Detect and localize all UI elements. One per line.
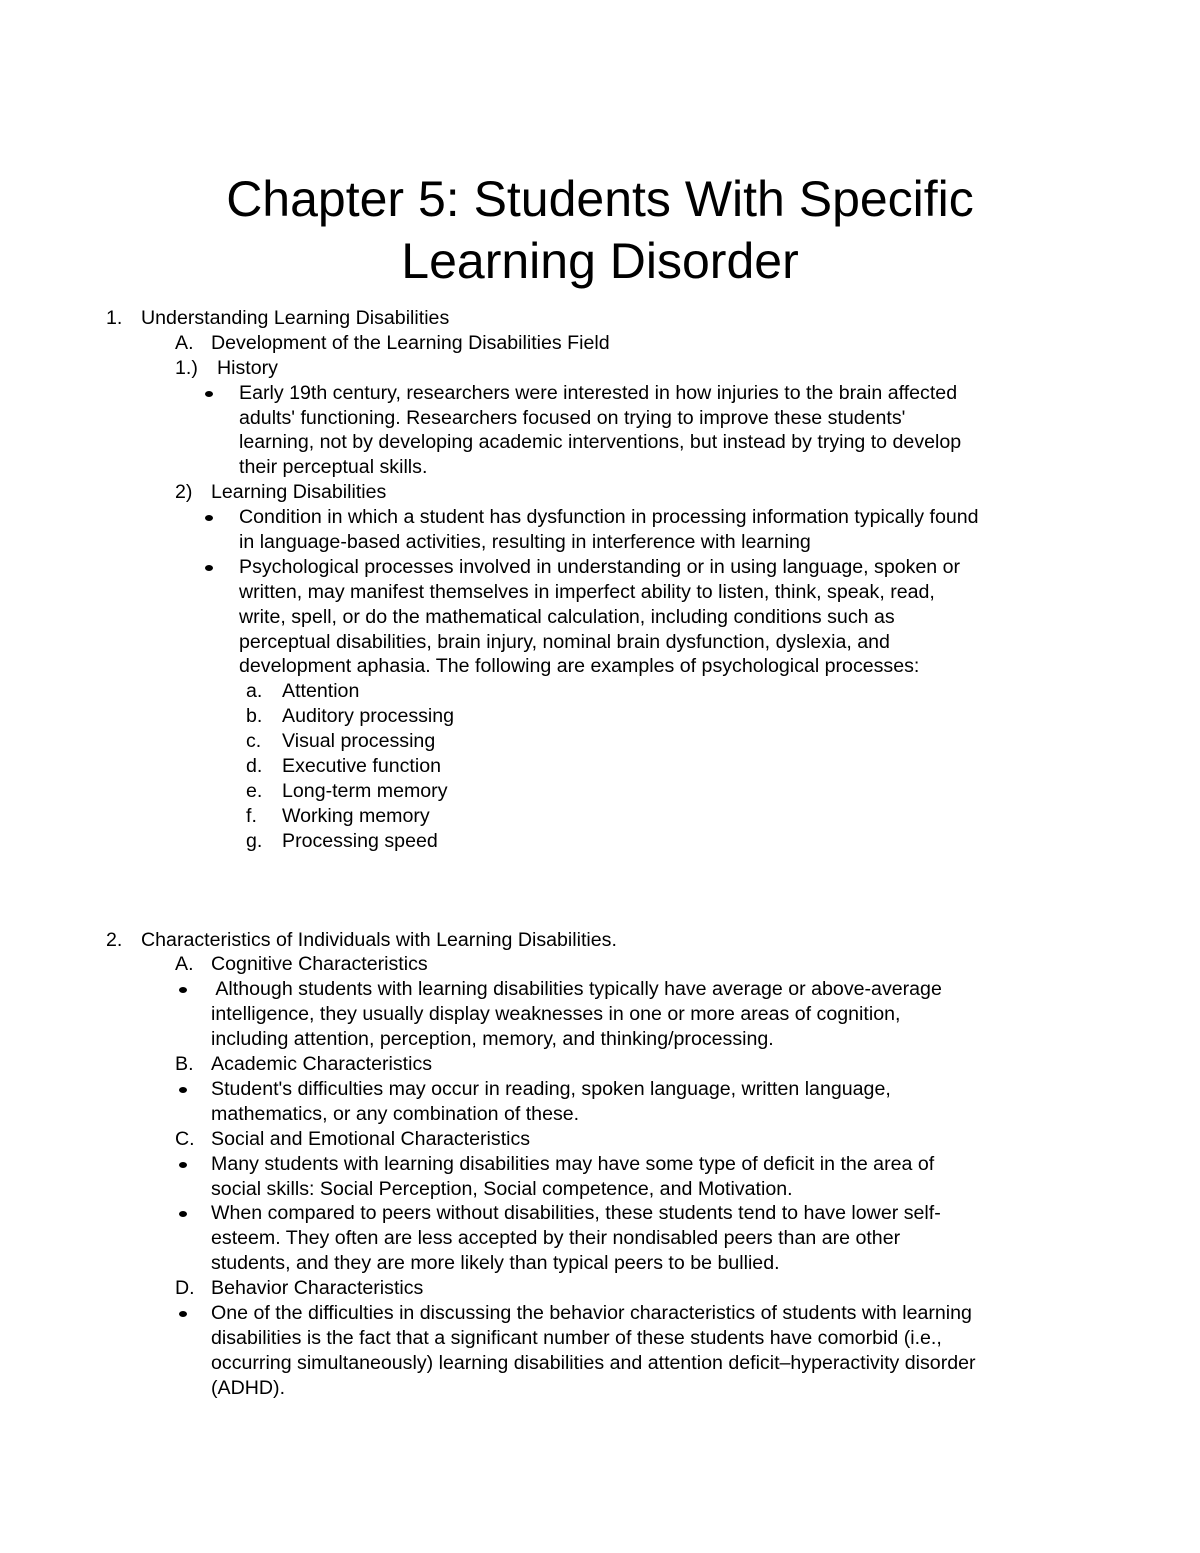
title-line-1: Chapter 5: Students With Specific (226, 171, 974, 227)
process-item (0, 754, 1200, 779)
bullet-text: perceptual disabilities, brain injury, nominal brain dysfunction, dyslexia, and (239, 630, 890, 653)
subsection-heading (0, 1127, 1200, 1152)
subsection-title: Behavior Characteristics (211, 1277, 424, 1300)
bullet-text: their perceptual skills. (239, 456, 428, 479)
subsection-title: Development of the Learning Disabilities Field (211, 331, 610, 354)
process-item (0, 829, 1200, 854)
bullet-text: occurring simultaneously) learning disabilities and attention deficit–hyperactivity disorder (211, 1351, 976, 1374)
subsection-heading (0, 1276, 1200, 1301)
bullet-text: mathematics, or any combination of these. (211, 1102, 580, 1125)
process-label: Processing speed (282, 829, 438, 852)
process-label: Visual processing (282, 730, 436, 753)
bullet-item (0, 1201, 1200, 1226)
bullet-text: disabilities is the fact that a significant number of these students have comorbid (i.e., (211, 1326, 942, 1349)
bullet-item (0, 505, 1200, 530)
bullet-text: Although students with learning disabilities typically have average or above-average (211, 978, 942, 1001)
bullet-text: Early 19th century, researchers were interested in how injuries to the brain affected (239, 381, 958, 404)
bullet-text: Psychological processes involved in understanding or in using language, spoken or (239, 555, 961, 578)
list-marker: 2) (175, 481, 193, 504)
bullet-icon (179, 1087, 187, 1093)
bullet-text: written, may manifest themselves in imperfect ability to listen, think, speak, read, (239, 580, 935, 603)
process-label: Attention (282, 680, 360, 703)
bullet-text: adults' functioning. Researchers focused on trying to improve these students' (239, 406, 906, 429)
bullet-text: write, spell, or do the mathematical calculation, including conditions such as (239, 605, 895, 628)
subsection-heading (0, 1052, 1200, 1077)
bullet-continuation (0, 406, 1200, 431)
process-item (0, 779, 1200, 804)
list-marker: d. (246, 755, 263, 778)
bullet-text: One of the difficulties in discussing the behavior characteristics of students with learning (211, 1301, 972, 1324)
bullet-continuation (0, 630, 1200, 655)
list-item (0, 480, 1200, 505)
bullet-continuation (0, 1326, 1200, 1351)
bullet-text: including attention, perception, memory, and thinking/processing. (211, 1028, 774, 1051)
bullet-continuation (0, 605, 1200, 630)
bullet-item (0, 555, 1200, 580)
bullet-continuation (0, 654, 1200, 679)
bullet-item (0, 381, 1200, 406)
list-marker: D. (175, 1277, 195, 1300)
subsection-title: Social and Emotional Characteristics (211, 1127, 531, 1150)
process-label: Long-term memory (282, 779, 448, 802)
bullet-continuation (0, 580, 1200, 605)
process-item (0, 804, 1200, 829)
section-heading (0, 306, 1200, 331)
list-marker: f. (246, 804, 257, 827)
list-marker: B. (175, 1053, 194, 1076)
bullet-icon (179, 1311, 187, 1317)
bullet-icon (179, 987, 187, 993)
section-heading (0, 928, 1200, 953)
bullet-icon (179, 1211, 187, 1217)
section-title: Characteristics of Individuals with Learning Disabilities. (141, 928, 617, 951)
process-item (0, 679, 1200, 704)
bullet-text: intelligence, they usually display weaknesses in one or more areas of cognition, (211, 1003, 901, 1026)
subsection-title: Cognitive Characteristics (211, 953, 428, 976)
bullet-text: students, and they are more likely than typical peers to be bullied. (211, 1252, 780, 1275)
document-body (0, 306, 1200, 1401)
list-marker: C. (175, 1127, 195, 1150)
section-title: Understanding Learning Disabilities (141, 307, 450, 329)
bullet-continuation (0, 1351, 1200, 1376)
list-marker: 1. (106, 307, 123, 329)
title-line-2: Learning Disorder (401, 233, 799, 289)
list-marker: g. (246, 829, 263, 852)
bullet-icon (205, 515, 213, 521)
bullet-text: esteem. They often are less accepted by their nondisabled peers than are other (211, 1227, 901, 1250)
list-marker: A. (175, 953, 194, 976)
list-marker: A. (175, 331, 194, 354)
bullet-text: Many students with learning disabilities may have some type of deficit in the area of (211, 1152, 935, 1175)
bullet-continuation (0, 1027, 1200, 1052)
subsection-title: Academic Characteristics (211, 1053, 433, 1076)
bullet-text: Condition in which a student has dysfunction in processing information typically found (239, 506, 979, 529)
subsection-heading (0, 331, 1200, 356)
bullet-item (0, 977, 1200, 1002)
process-item (0, 704, 1200, 729)
bullet-text: learning, not by developing academic interventions, but instead by trying to develop (239, 431, 962, 454)
bullet-continuation (0, 1226, 1200, 1251)
bullet-continuation (0, 1002, 1200, 1027)
subsection-heading (0, 952, 1200, 977)
bullet-text: in language-based activities, resulting in interference with learning (239, 531, 811, 554)
process-label: Auditory processing (282, 705, 455, 728)
bullet-continuation (0, 1102, 1200, 1127)
bullet-continuation (0, 1251, 1200, 1276)
process-label: Working memory (282, 804, 430, 827)
list-marker: c. (246, 730, 262, 753)
list-marker: b. (246, 705, 263, 728)
bullet-continuation (0, 1376, 1200, 1401)
list-item (0, 356, 1200, 381)
bullet-text: (ADHD). (211, 1376, 286, 1399)
bullet-icon (179, 1162, 187, 1168)
bullet-icon (205, 565, 213, 571)
bullet-text: development aphasia. The following are examples of psychological processes: (239, 655, 920, 678)
section-spacer (0, 854, 1200, 928)
item-label: History (217, 356, 278, 379)
list-marker: a. (246, 680, 263, 703)
bullet-continuation (0, 430, 1200, 455)
bullet-icon (205, 391, 213, 397)
bullet-item (0, 1301, 1200, 1326)
bullet-text: social skills: Social Perception, Social competence, and Motivation. (211, 1177, 793, 1200)
document-title (0, 168, 1200, 292)
bullet-text: When compared to peers without disabilities, these students tend to have lower self- (211, 1202, 941, 1225)
bullet-item (0, 1152, 1200, 1177)
list-marker: 2. (106, 928, 123, 951)
process-label: Executive function (282, 755, 442, 778)
bullet-item (0, 1077, 1200, 1102)
process-item (0, 729, 1200, 754)
item-label: Learning Disabilities (211, 481, 387, 504)
bullet-continuation (0, 1177, 1200, 1202)
bullet-text: Student's difficulties may occur in reading, spoken language, written language, (211, 1077, 891, 1100)
bullet-continuation (0, 455, 1200, 480)
list-marker: 1.) (175, 356, 198, 379)
list-marker: e. (246, 779, 263, 802)
bullet-continuation (0, 530, 1200, 555)
